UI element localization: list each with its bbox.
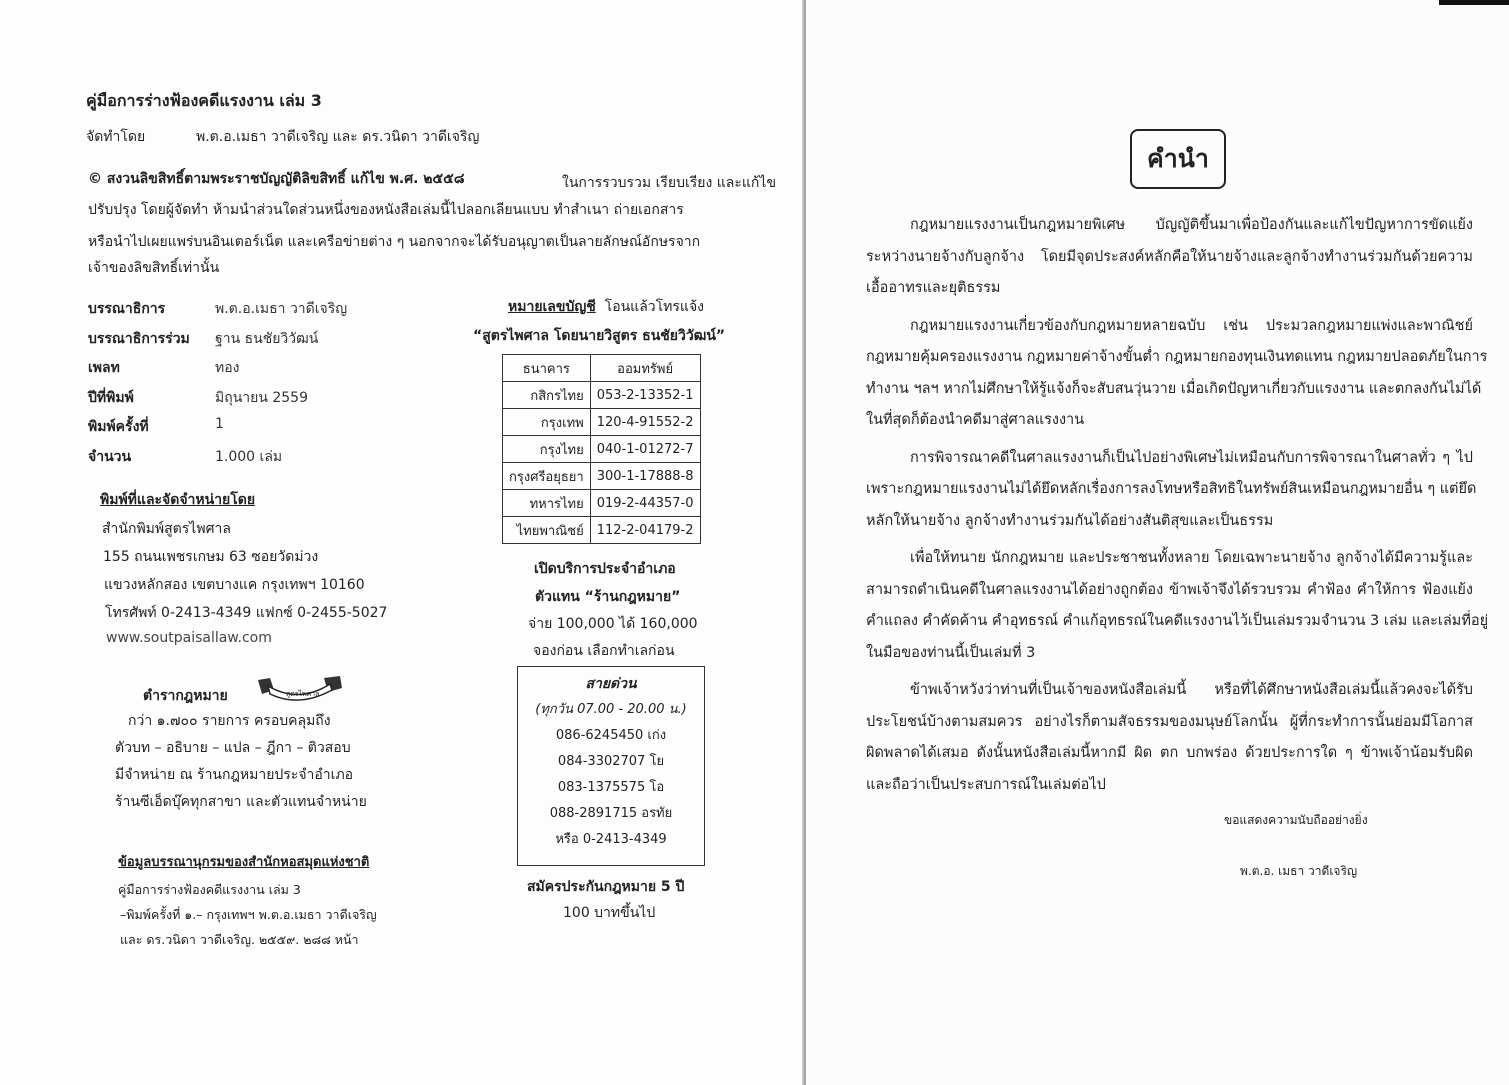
service-line: ตัวแทน “ร้านกฎหมาย” (535, 589, 681, 605)
bank-account-table (502, 354, 701, 544)
bank-name: กรุงเทพ (503, 409, 591, 436)
info-value: 1.000 เล่ม (215, 448, 283, 465)
account-number: 300-1-17888-8 (590, 463, 700, 490)
account-heading (508, 296, 704, 318)
bank-table-row (503, 517, 701, 544)
scan-mark (1439, 0, 1509, 5)
bank-name: ทหารไทย (503, 490, 591, 517)
textbook-line: ร้านซีเอ็ดบุ๊คทุกสาขา และตัวแทนจำหน่าย (115, 794, 367, 810)
catalog-line: และ ดร.วนิดา วาดีเจริญ. ๒๕๕๙. ๒๘๘ หน้า (120, 932, 359, 947)
account-note: โอนแล้วโทรแจ้ง (604, 299, 704, 315)
preface-line: เพื่อให้ทนาย นักกฎหมาย และประชาชนทั้งหลาย โดยเฉพาะนายจ้าง ลูกจ้างได้มีความรู้และ (910, 550, 1473, 566)
bank-table-header (503, 355, 701, 382)
bank-table-row (503, 436, 701, 463)
copyright-line: ปรับปรุง โดยผู้จัดทำ ห้ามนำส่วนใดส่วนหนึ่งของหนังสือเล่มนี้ไปลอกเลียนแบบ ทำสำเนา ถ่ายเอกสาร (88, 202, 684, 218)
info-label: บรรณาธิการร่วม (88, 330, 190, 347)
copyright-line: เจ้าของลิขสิทธิ์เท่านั้น (88, 260, 220, 276)
closing: ขอแสดงความนับถืออย่างยิ่ง (1224, 813, 1368, 827)
account-number: 019-2-44357-0 (590, 490, 700, 517)
account-heading-label: หมายเลขบัญชี (508, 299, 596, 315)
bank-name: ไทยพาณิชย์ (503, 517, 591, 544)
info-label: ปีที่พิมพ์ (88, 389, 134, 406)
info-label: จำนวน (88, 448, 132, 465)
bank-name: กรุงศรีอยุธยา (503, 463, 591, 490)
account-number: 053-2-13352-1 (590, 382, 700, 409)
hotline-number: หรือ 0-2413-4349 (555, 832, 667, 847)
publisher-logo (254, 674, 344, 702)
preface-line: เอื้ออาทรและยุติธรรม (866, 280, 1001, 296)
account-name: “สูตรไพศาล โดยนายวิสูตร ธนชัยวิวัฒน์” (473, 328, 726, 344)
publisher-line: โทรศัพท์ 0-2413-4349 แฟกซ์ 0-2455-5027 (105, 605, 388, 621)
account-number: 120-4-91552-2 (590, 409, 700, 436)
hotline-hours: (ทุกวัน 07.00 - 20.00 น.) (535, 702, 687, 717)
preface-line: และถือว่าเป็นประสบการณ์ในเล่มต่อไป (866, 776, 1106, 793)
prepared-by: พ.ต.อ.เมธา วาดีเจริญ และ ดร.วนิดา วาดีเจริญ (196, 129, 480, 145)
website-link: www.soutpaisallaw.com (106, 630, 272, 646)
catalog-line: คู่มือการร่างฟ้องคดีแรงงาน เล่ม 3 (118, 882, 301, 897)
preface-line: กฎหมายคุ้มครองแรงงาน กฎหมายค่าจ้างขั้นต่ำ กฎหมายกองทุนเงินทดแทน กฎหมายปลอดภัยในการ (866, 349, 1488, 365)
preface-line: การพิจารณาคดีในศาลแรงงานก็เป็นไปอย่างพิเศษไม่เหมือนกับการพิจารณาในศาลทั่ว ๆ ไป (910, 449, 1473, 466)
textbook-heading: ตำรากฎหมาย (143, 688, 228, 704)
hotline-number: 084-3302707 โย (557, 754, 665, 769)
preface-line: ในที่สุดก็ต้องนำคดีมาสู่ศาลแรงงาน (866, 412, 1085, 428)
hotline-number: 086-6245450 เก่ง (555, 728, 667, 743)
prepared-by-label: จัดทำโดย (86, 129, 146, 145)
textbook-line: มีจำหน่าย ณ ร้านกฎหมายประจำอำเภอ (115, 767, 354, 783)
copyright-line: ในการรวบรวม เรียบเรียง และแก้ไข (562, 175, 777, 191)
catalog-heading: ข้อมูลบรรณานุกรมของสำนักหอสมุดแห่งชาติ (118, 855, 370, 870)
bank-table-row (503, 463, 701, 490)
bank-table-row (503, 382, 701, 409)
preface-line: ระหว่างนายจ้างกับลูกจ้าง โดยมีจุดประสงค์หลักคือให้นายจ้างและลูกจ้างทำงานร่วมกันด้วยความ (866, 248, 1473, 265)
info-value: พ.ต.อ.เมธา วาดีเจริญ (215, 301, 348, 317)
copyright-notice: © สงวนลิขสิทธิ์ตามพระราชบัญญัติลิขสิทธิ์ แก้ไข พ.ศ. ๒๕๕๘ (88, 171, 465, 187)
publisher-line: แขวงหลักสอง เขตบางแค กรุงเทพฯ 10160 (104, 577, 365, 593)
preface-line: ทำงาน ฯลฯ หากไม่ศึกษาให้รู้แจ้งก็จะสับสนวุ่นวาย เมื่อเกิดปัญหาเกี่ยวกับแรงงาน และตกลงกันไม่ได้ (866, 380, 1482, 397)
bank-name: กสิกรไทย (503, 382, 591, 409)
info-value: ทอง (215, 360, 240, 376)
info-value: 1 (215, 416, 224, 432)
bank-table-header-cell: ธนาคาร (503, 355, 591, 382)
account-number: 040-1-01272-7 (590, 436, 700, 463)
insurance-heading: สมัครประกันกฎหมาย 5 ปี (527, 879, 685, 895)
hotline-title: สายด่วน (585, 676, 637, 692)
bank-table-row (503, 409, 701, 436)
preface-line: ประโยชน์บ้างตามสมควร อย่างไรก็ตามสัจธรรมของมนุษย์โลกนั้น ผู้ที่กระทำการนั้นย่อมมีโอกาส (866, 713, 1473, 730)
preface-line: ข้าพเจ้าหวังว่าท่านที่เป็นเจ้าของหนังสือเล่มนี้ หรือที่ได้ศึกษาหนังสือเล่มนี้แล้วคงจะได้รับ (910, 682, 1473, 698)
preface-line: กฎหมายแรงงานเกี่ยวข้องกับกฎหมายหลายฉบับ เช่น ประมวลกฎหมายแพ่งและพาณิชย์ (910, 317, 1473, 334)
service-heading: เปิดบริการประจำอำเภอ (534, 561, 676, 577)
insurance-price: 100 บาทขึ้นไป (563, 905, 656, 921)
hotline-box (517, 666, 705, 866)
preface-title: คำนำ (1130, 129, 1226, 189)
textbook-line: ตัวบท – อธิบาย – แปล – ฎีกา – ติวสอบ (115, 740, 351, 756)
service-line: จ่าย 100,000 ได้ 160,000 (528, 616, 698, 632)
textbook-line: กว่า ๑.๗๐๐ รายการ ครอบคลุมถึง (128, 713, 331, 729)
catalog-line: –พิมพ์ครั้งที่ ๑.– กรุงเทพฯ พ.ต.อ.เมธา วาดีเจริญ (120, 907, 377, 922)
publisher-line: สำนักพิมพ์สูตรไพศาล (102, 521, 231, 537)
hotline-number: 083-1375575 โอ (557, 780, 665, 795)
preface-line: สามารถดำเนินคดีในศาลแรงงานได้อย่างถูกต้อง ข้าพเจ้าจึงได้รวบรวม คำฟ้อง คำให้การ ฟ้องแย้ง (866, 581, 1473, 598)
preface-line: หลักให้นายจ้าง ลูกจ้างทำงานร่วมกันได้อย่างสันติสุขและเป็นธรรม (866, 512, 1274, 529)
preface-line: คำแถลง คำคัดค้าน คำอุทธรณ์ คำแก้อุทธรณ์ในคดีแรงงานไว้เป็นเล่มรวมจำนวน 3 เล่ม และเล่มที่อยู่ (866, 613, 1489, 629)
info-label: พิมพ์ครั้งที่ (88, 419, 149, 435)
preface-line: ในมือของท่านนี้เป็นเล่มที่ 3 (866, 644, 1036, 661)
service-line: จองก่อน เลือกทำเลก่อน (533, 643, 675, 659)
bank-table-header-cell: ออมทรัพย์ (590, 355, 700, 382)
book-title: คู่มือการร่างฟ้องคดีแรงงาน เล่ม 3 (86, 91, 322, 110)
preface-line: ผิดพลาดได้เสมอ ดังนั้นหนังสือเล่มนี้หากมี ผิด ตก บกพร่อง ด้วยประการใด ๆ ข้าพเจ้าน้อมรับผิด (866, 745, 1473, 761)
preface-line: กฎหมายแรงงานเป็นกฎหมายพิเศษ บัญญัติขึ้นมาเพื่อป้องกันและแก้ไขปัญหาการขัดแย้ง (910, 217, 1473, 233)
copyright-line: หรือนำไปเผยแพร่บนอินเตอร์เน็ต และเครือข่ายต่าง ๆ นอกจากจะได้รับอนุญาตเป็นลายลักษณ์อักษรจาก (88, 234, 701, 250)
logo-text: สูตรไพศาล (286, 690, 320, 698)
info-value: มิถุนายน 2559 (215, 389, 308, 406)
info-value: ฐาน ธนชัยวิวัฒน์ (215, 330, 319, 347)
info-label: บรรณาธิการ (88, 301, 166, 317)
publisher-line: 155 ถนนเพชรเกษม 63 ซอยวัดม่วง (103, 549, 319, 565)
account-number: 112-2-04179-2 (590, 517, 700, 544)
preface-line: เพราะกฎหมายแรงงานไม่ได้ยึดหลักเรื่องการลงโทษหรือสิทธิในทรัพย์สินเหมือนกฎหมายอื่น ๆ แต่ยึด (866, 481, 1477, 497)
bank-table-row (503, 490, 701, 517)
hotline-number: 088-2891715 อรทัย (549, 806, 673, 821)
bank-name: กรุงไทย (503, 436, 591, 463)
info-label: เพลท (88, 360, 120, 376)
signature: พ.ต.อ. เมธา วาดีเจริญ (1240, 864, 1358, 878)
publisher-heading: พิมพ์ที่และจัดจำหน่ายโดย (100, 492, 256, 508)
